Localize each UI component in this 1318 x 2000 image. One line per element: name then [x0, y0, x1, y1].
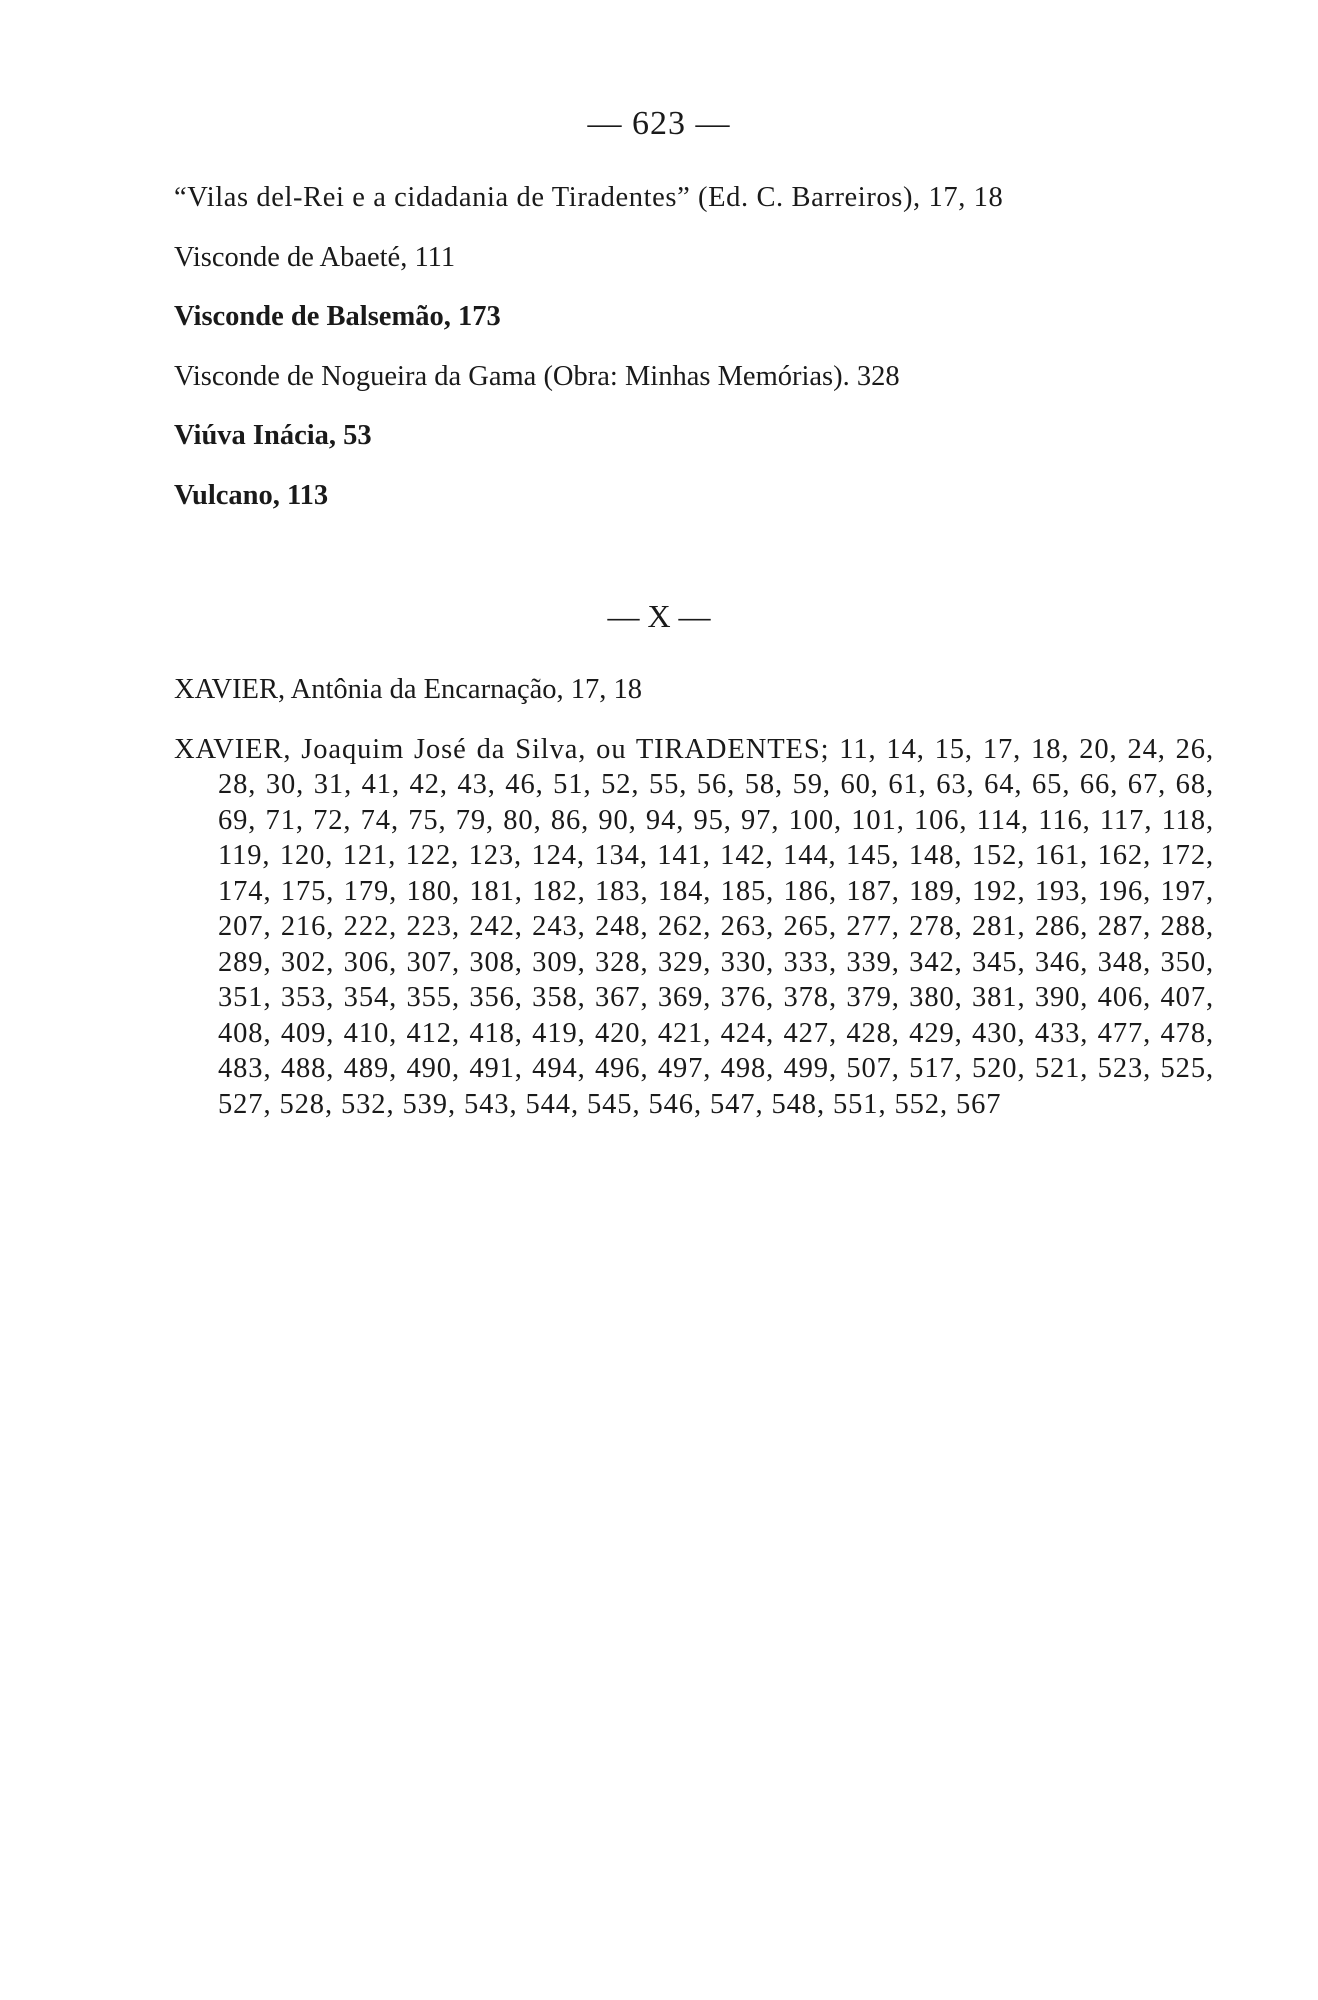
- index-entry: Visconde de Nogueira da Gama (Obra: Minhas Memórias). 328: [174, 360, 900, 392]
- index-entry-tiradentes: XAVIER, Joaquim José da Silva, ou TIRADENTES; 11, 14, 15, 17, 18, 20, 24, 26, 28, 30, 31, 41, 42, 43, 46, 51, 52, 55, 56, 58, 59, 60, 61, 63, 64, 65, 66, 67, 68, 69, 71, 72, 74, 75, 79, 80, 86, 90, 94, 95, 97, 100, 101, 106, 114, 116, 117, 118, 119, 120, 121, 122, 123, 124, 134, 141, 142, 144, 145, 148, 152, 161, 162, 172, 174, 175, 179, 180, 181, 182, 183, 184, 185, 186, 187, 189, 192, 193, 196, 197, 207, 216, 222, 223, 242, 243, 248, 262, 263, 265, 277, 278, 281, 286, 287, 288, 289, 302, 306, 307, 308, 309, 328, 329, 330, 333, 339, 342, 345, 346, 348, 350, 351, 353, 354, 355, 356, 358, 367, 369, 376, 378, 379, 380, 381, 390, 406, 407, 408, 409, 410, 412, 418, 419, 420, 421, 424, 427, 428, 429, 430, 433, 477, 478, 483, 488, 489, 490, 491, 494, 496, 497, 498, 499, 507, 517, 520, 521, 523, 525, 527, 528, 532, 539, 543, 544, 545, 546, 547, 548, 551, 552, 567: [174, 733, 1214, 1120]
- index-entry: “Vilas del-Rei e a cidadania de Tiradentes” (Ed. C. Barreiros), 17, 18: [174, 182, 1004, 213]
- index-entry: Vulcano, 113: [174, 479, 329, 511]
- index-entry: Viúva Inácia, 53: [174, 420, 372, 451]
- index-entry: Visconde de Balsemão, 173: [174, 301, 501, 332]
- index-entries-x: [174, 672, 1214, 1146]
- index-entry: Visconde de Abaeté, 111: [174, 241, 456, 273]
- page-number: — 623 —: [587, 105, 731, 142]
- section-header-x: — X —: [607, 598, 711, 634]
- index-entry: XAVIER, Antônia da Encarnação, 17, 18: [174, 674, 643, 705]
- index-entries-v: [174, 180, 1214, 537]
